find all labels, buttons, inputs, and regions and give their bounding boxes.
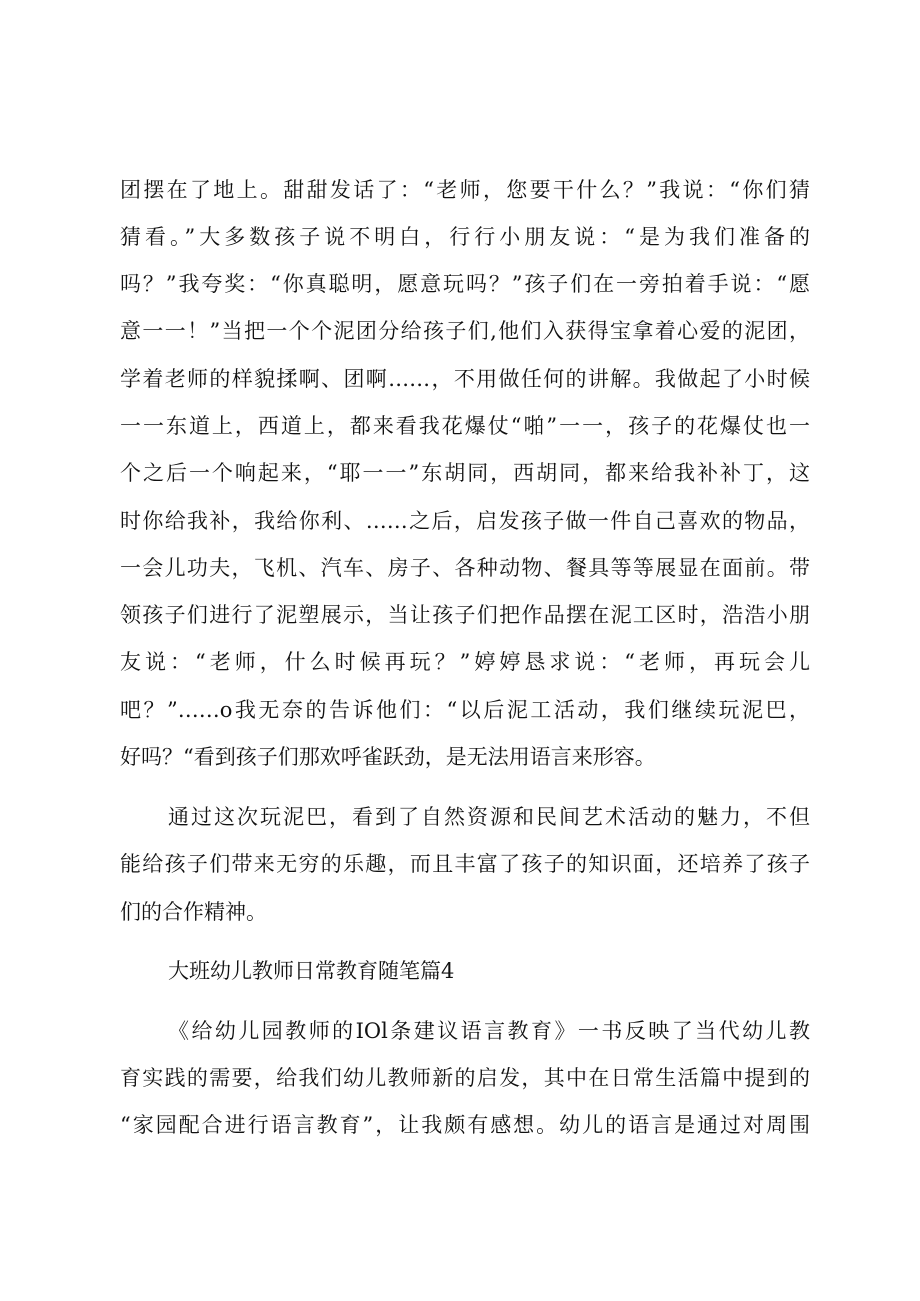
paragraph-line: 通过这次玩泥巴，看到了自然资源和民间艺术活动的魅力，不但 xyxy=(168,805,810,829)
paragraph-line: 育实践的需要，给我们幼儿教师新的启发，其中在日常生活篇中提到的 xyxy=(120,1066,810,1090)
paragraph-line: “家园配合进行语言教育”，让我颇有感想。幼儿的语言是通过对周围 xyxy=(120,1113,810,1137)
paragraph-line: 《给幼儿园教师的IOl条建议语言教育》一书反映了当代幼儿教 xyxy=(168,1019,810,1043)
paragraph-line: 时你给我补，我给你利、……之后，启发孩子做一件自己喜欢的物品， xyxy=(120,509,810,533)
paragraph-line: 吧？”……o我无奈的告诉他们：“以后泥工活动，我们继续玩泥巴， xyxy=(120,698,810,722)
paragraph-line: 好吗？“看到孩子们那欢呼雀跃劲，是无法用语言来形容。 xyxy=(120,745,656,769)
paragraph-line: 猜看。”大多数孩子说不明白，行行小朋友说：“是为我们准备的 xyxy=(120,225,810,249)
paragraph-line: 能给孩子们带来无穷的乐趣，而且丰富了孩子的知识面，还培养了孩子 xyxy=(120,852,810,876)
paragraph-line: 学着老师的样貌揉啊、团啊……，不用做任何的讲解。我做起了小时候 xyxy=(120,367,810,391)
section-heading: 大班幼儿教师日常教育随笔篇4 xyxy=(168,959,455,983)
paragraph-line: 吗？”我夸奖：“你真聪明，愿意玩吗？”孩子们在一旁拍着手说：“愿 xyxy=(120,272,810,296)
paragraph-line: 们的合作精神。 xyxy=(120,900,267,924)
paragraph-line: 团摆在了地上。甜甜发话了：“老师，您要干什么？”我说：“你们猜 xyxy=(120,178,810,202)
paragraph-line: 个之后一个响起来，“耶一一”东胡同，西胡同，都来给我补补丁，这 xyxy=(120,461,810,485)
paragraph-line: 一会儿功夫，飞机、汽车、房子、各种动物、餐具等等展显在面前。带 xyxy=(120,556,810,580)
paragraph-line: 意一一！”当把一个个泥团分给孩子们,他们入获得宝拿着心爱的泥团， xyxy=(120,319,810,343)
paragraph-line: 领孩子们进行了泥塑展示，当让孩子们把作品摆在泥工区时，浩浩小朋 xyxy=(120,603,810,627)
paragraph-line: 友说：“老师，什么时候再玩？”婷婷恳求说：“老师，再玩会儿 xyxy=(120,650,810,674)
paragraph-line: 一一东道上，西道上，都来看我花爆仗“啪”一一，孩子的花爆仗也一 xyxy=(120,414,810,438)
